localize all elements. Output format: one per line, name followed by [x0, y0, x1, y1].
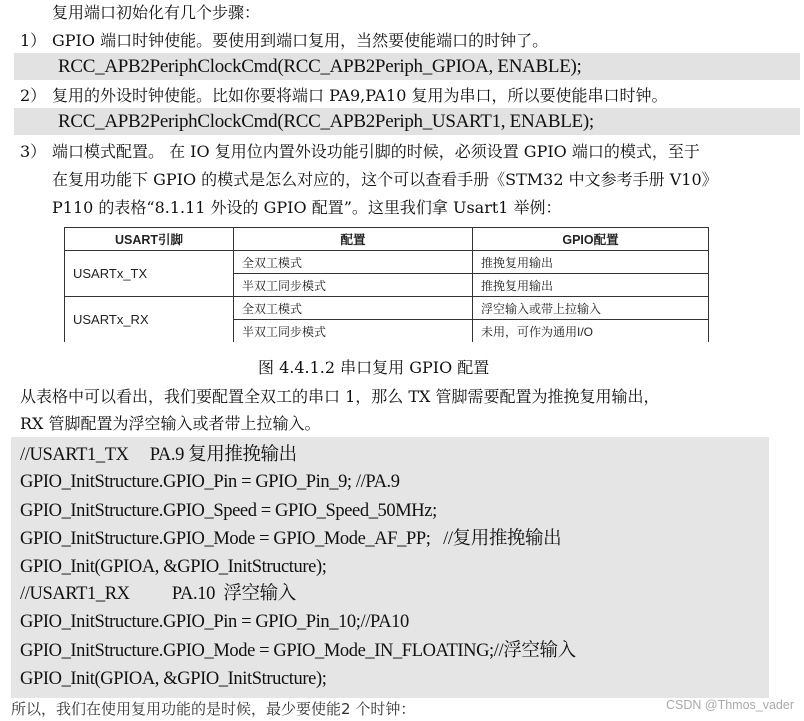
- table-row: [65, 251, 709, 274]
- pin-cell: USARTx_TX: [65, 251, 234, 297]
- table-row: [65, 297, 709, 320]
- watermark: CSDN @Thmos_vader: [665, 698, 794, 712]
- code-line: GPIO_InitStructure.GPIO_Pin = GPIO_Pin_9; //PA.9: [20, 472, 400, 492]
- config-cell: 全双工模式: [234, 297, 473, 320]
- step-number: 2）: [20, 86, 47, 105]
- pin-cell: USARTx_RX: [65, 297, 234, 343]
- step-2-code: RCC_APB2PeriphClockCmd(RCC_APB2Periph_USART1, ENABLE);: [58, 111, 594, 132]
- figure-caption: 图 4.4.1.2 串口复用 GPIO 配置: [258, 358, 490, 377]
- config-cell: 半双工同步模式: [234, 320, 473, 343]
- code-line: //USART1_RX PA.10 浮空输入: [20, 584, 296, 604]
- code-line: GPIO_InitStructure.GPIO_Speed = GPIO_Speed_50MHz;: [20, 501, 437, 521]
- explain-text: 从表格中可以看出，我们要配置全双工的串口 1，那么 TX 管脚需要配置为推挽复用输出，: [20, 387, 660, 406]
- step-1-code: RCC_APB2PeriphClockCmd(RCC_APB2Periph_GPIOA, ENABLE);: [58, 56, 582, 77]
- step-1-text: GPIO 端口时钟使能。要使用到端口复用，当然要使能端口的时钟了。: [52, 31, 549, 50]
- gpio-cell: 推挽复用输出: [473, 274, 709, 297]
- table-header: USART引脚: [65, 228, 234, 251]
- gpio-cell: 浮空输入或带上拉输入: [473, 297, 709, 320]
- step-number: 3）: [20, 142, 47, 161]
- code-line: GPIO_Init(GPIOA, &GPIO_InitStructure);: [20, 669, 327, 689]
- code-line: GPIO_InitStructure.GPIO_Mode = GPIO_Mode_IN_FLOATING;//浮空输入: [20, 641, 576, 661]
- usart-gpio-table: [64, 227, 709, 342]
- code-line: GPIO_Init(GPIOA, &GPIO_InitStructure);: [20, 557, 327, 577]
- step-3-text: 端口模式配置。 在 IO 复用位内置外设功能引脚的时候，必须设置 GPIO 端口的模式，至于: [52, 142, 700, 161]
- code-line: GPIO_InitStructure.GPIO_Mode = GPIO_Mode_AF_PP; //复用推挽输出: [20, 529, 562, 549]
- step-2-text: 复用的外设时钟使能。比如你要将端口 PA9,PA10 复用为串口，所以要使能串口时钟。: [52, 86, 668, 105]
- gpio-cell: 未用，可作为通用I/O: [473, 320, 709, 343]
- step-3-text: P110 的表格“8.1.11 外设的 GPIO 配置”。这里我们拿 Usart1 举例：: [52, 198, 562, 217]
- step-number: 1）: [20, 31, 47, 50]
- explain-text: RX 管脚配置为浮空输入或者带上拉输入。: [20, 414, 321, 433]
- config-cell: 半双工同步模式: [234, 274, 473, 297]
- table-header-row: [65, 228, 709, 251]
- code-line: GPIO_InitStructure.GPIO_Pin = GPIO_Pin_10;//PA10: [20, 612, 409, 632]
- intro-text: 复用端口初始化有几个步骤：: [52, 3, 261, 22]
- table-header: 配置: [234, 228, 473, 251]
- step-3-text: 在复用功能下 GPIO 的模式是怎么对应的，这个可以查看手册《STM32 中文参考手册 V10》: [52, 170, 718, 189]
- code-line: //USART1_TX PA.9 复用推挽输出: [20, 445, 297, 465]
- table-header: GPIO配置: [473, 228, 709, 251]
- footer-text: 所以，我们在使用复用功能的是时候，最少要使能2 个时钟：: [11, 700, 416, 718]
- gpio-cell: 推挽复用输出: [473, 251, 709, 274]
- config-cell: 全双工模式: [234, 251, 473, 274]
